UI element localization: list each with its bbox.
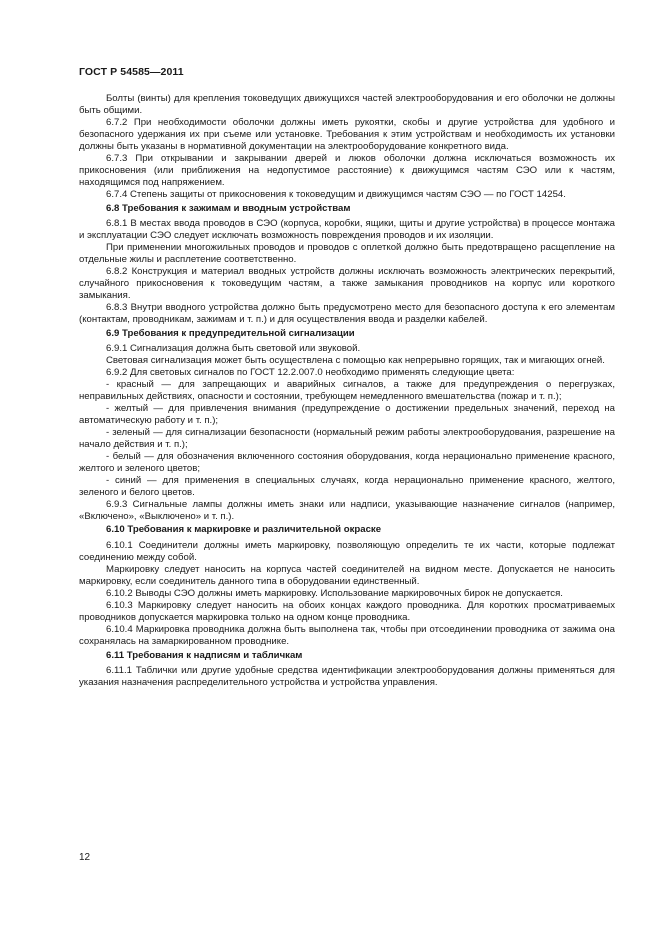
section-heading: 6.8 Требования к зажимам и вводным устройствам	[106, 202, 351, 214]
section-heading: 6.11 Требования к надписям и табличкам	[106, 649, 303, 661]
paragraph: 6.10.1 Соединители должны иметь маркировку, позволяющую определить те их части, которые подлежат соединению между собой.	[79, 539, 615, 563]
paragraph: Маркировку следует наносить на корпуса частей соединителей на видном месте. Допускается не наносить маркировку, если соединитель данного типа в оборудовании единственный.	[79, 563, 615, 587]
paragraph: 6.9.3 Сигнальные лампы должны иметь знаки или надписи, указывающие назначение сигналов (например, «Включено», «Выключено» и т. п.).	[79, 498, 615, 522]
section-heading: 6.9 Требования к предупредительной сигнализации	[106, 327, 355, 339]
paragraph: - желтый — для привлечения внимания (предупреждение о достижении предельных значений, переход на автоматическую работу и т. п.);	[79, 402, 615, 426]
paragraph: Болты (винты) для крепления токоведущих движущихся частей электрооборудования и его оболочки не должны быть общими.	[79, 93, 615, 116]
paragraph: - синий — для применения в специальных случаях, когда нерационально применение красного, желтого, зеленого и белого цветов.	[79, 474, 615, 498]
paragraph: 6.9.2 Для световых сигналов по ГОСТ 12.2.007.0 необходимо применять следующие цвета:	[106, 367, 515, 379]
page-number: 12	[79, 852, 91, 863]
paragraph: - белый — для обозначения включенного состояния оборудования, когда нерационально применение красного, желтого и зеленого цветов;	[79, 450, 615, 474]
paragraph: 6.8.3 Внутри вводного устройства должно быть предусмотрено место для безопасного доступа к его элементам (контактам, проводникам, зажимам и т. п.) и для осуществления ввода и разделки кабелей.	[79, 301, 615, 325]
paragraph: 6.8.2 Конструкция и материал вводных устройств должны исключать возможность электрических перекрытий, случайного прикосновения к токоведущим частям, а также замыкания проводников на корпус или короткого замыкания.	[79, 265, 615, 301]
paragraph: - красный — для запрещающих и аварийных сигналов, а также для предупреждения о перегрузках, неправильных действиях, опасности и состоянии, требующем немедленного вмешательства (пожар и т. п.);	[79, 379, 615, 402]
paragraph: 6.10.3 Маркировку следует наносить на обоих концах каждого проводника. Для коротких просматриваемых проводников допускается маркировка только на одном конце проводника.	[79, 599, 615, 623]
document-body	[79, 93, 615, 689]
paragraph: 6.8.1 В местах ввода проводов в СЭО (корпуса, коробки, ящики, щиты и другие устройства) в процессе монтажа и эксплуатации СЭО следует исключать возможность повреждения проводов и их изоляции.	[79, 218, 615, 242]
paragraph: 6.10.2 Выводы СЭО должны иметь маркировку. Использование маркировочных бирок не допускается.	[106, 587, 563, 599]
paragraph: 6.7.3 При открывании и закрывании дверей и люков оболочки должна исключаться возможность их прикосновения (или приближения на недопустимое расстояние) к движущимся частям СЭО или к частям, находящимся под напряжением.	[79, 152, 615, 188]
paragraph: Световая сигнализация может быть осуществлена с помощью как непрерывно горящих, так и мигающих огней.	[106, 355, 605, 367]
document-header: ГОСТ Р 54585—2011	[79, 66, 184, 78]
paragraph: - зеленый — для сигнализации безопасности (нормальный режим работы электрооборудования, разрешение на начало действия и т. п.);	[79, 426, 615, 450]
paragraph: 6.9.1 Сигнализация должна быть световой или звуковой.	[106, 343, 361, 355]
section-heading: 6.10 Требования к маркировке и различительной окраске	[106, 524, 382, 536]
paragraph: 6.7.4 Степень защиты от прикосновения к токоведущим и движущимся частям СЭО — по ГОСТ 14254.	[106, 188, 566, 200]
paragraph: При применении многожильных проводов и проводов с оплеткой должно быть предотвращено расщепление на отдельные жилы и расплетение соответственно.	[79, 241, 615, 265]
paragraph: 6.7.2 При необходимости оболочки должны иметь рукоятки, скобы и другие устройства для удобного и безопасного удержания их при съеме или установке. Требования к этим устройствам и необходимость их установки должны быть указаны в нормативной документации на электрооборудование конкретного вида.	[79, 116, 615, 152]
paragraph: 6.11.1 Таблички или другие удобные средства идентификации электрооборудования должны применяться для указания назначения распределительного устройства и устройства управления.	[79, 665, 615, 688]
paragraph: 6.10.4 Маркировка проводника должна быть выполнена так, чтобы при отсоединении проводника от зажима она сохранялась на замаркированном проводнике.	[79, 623, 615, 647]
